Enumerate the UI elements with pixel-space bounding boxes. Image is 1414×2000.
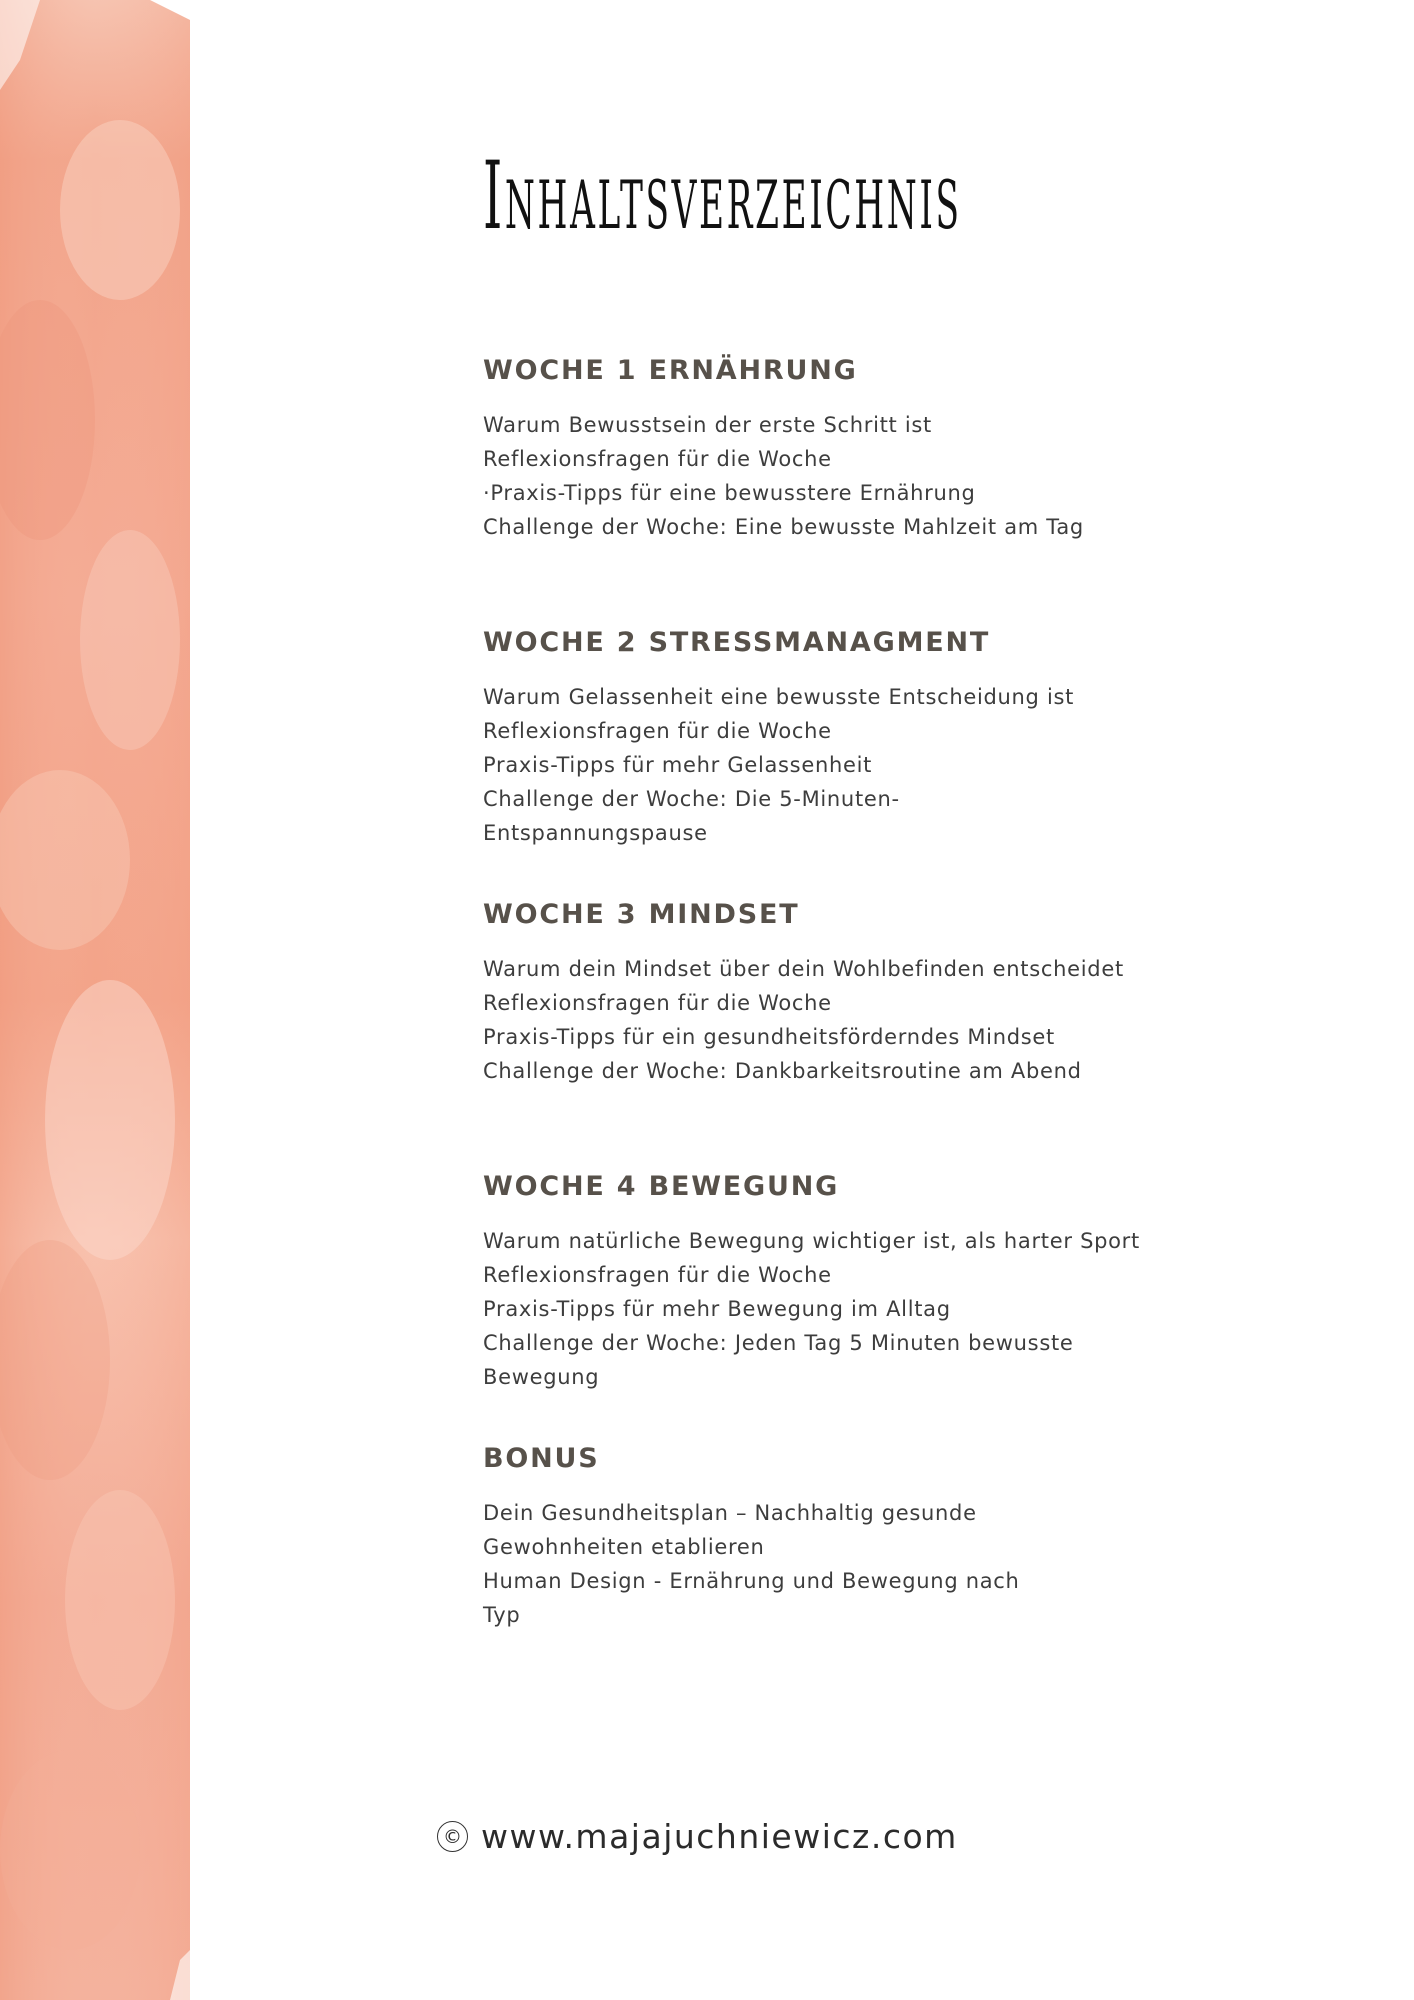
section-heading: WOCHE 3 MINDSET — [483, 899, 800, 930]
section-heading: WOCHE 1 ERNÄHRUNG — [483, 355, 858, 386]
toc-item: Human Design - Ernährung und Bewegung nach — [483, 1568, 1020, 1593]
toc-item: Warum Gelassenheit eine bewusste Entscheidung ist — [483, 684, 1075, 709]
toc-item: Entspannungspause — [483, 820, 708, 845]
toc-item: Gewohnheiten etablieren — [483, 1534, 765, 1559]
toc-section-woche-1 — [483, 356, 1363, 544]
toc-item: Warum natürliche Bewegung wichtiger ist, als harter Sport — [483, 1228, 1140, 1253]
toc-item: ·Praxis-Tipps für eine bewusstere Ernährung — [483, 480, 976, 505]
toc-section-bonus — [483, 1444, 1363, 1632]
toc-section-woche-4 — [483, 1172, 1363, 1394]
section-heading: WOCHE 4 BEWEGUNG — [483, 1171, 840, 1202]
watercolor-stripe-decoration — [0, 0, 190, 2000]
toc-item: Reflexionsfragen für die Woche — [483, 446, 832, 471]
toc-item: Dein Gesundheitsplan – Nachhaltig gesunde — [483, 1500, 977, 1525]
toc-item: Typ — [483, 1602, 521, 1627]
toc-item: Reflexionsfragen für die Woche — [483, 1262, 832, 1287]
website-link[interactable]: www.majajuchniewicz.com — [481, 1817, 958, 1856]
toc-item: Challenge der Woche: Jeden Tag 5 Minuten bewusste — [483, 1330, 1074, 1355]
page-title: Inhaltsverzeichnis — [483, 142, 962, 251]
section-heading: WOCHE 2 STRESSMANAGMENT — [483, 627, 991, 658]
toc-item: Praxis-Tipps für mehr Gelassenheit — [483, 752, 873, 777]
toc-item: Challenge der Woche: Die 5-Minuten- — [483, 786, 900, 811]
toc-item: Reflexionsfragen für die Woche — [483, 718, 832, 743]
section-item-list — [483, 408, 1363, 544]
toc-item: Challenge der Woche: Eine bewusste Mahlzeit am Tag — [483, 514, 1084, 539]
section-heading: BONUS — [483, 1443, 600, 1474]
toc-item: Bewegung — [483, 1364, 600, 1389]
toc-item: Praxis-Tipps für ein gesundheitsförderndes Mindset — [483, 1024, 1055, 1049]
toc-item: Praxis-Tipps für mehr Bewegung im Alltag — [483, 1296, 951, 1321]
section-item-list — [483, 680, 1363, 850]
toc-item: Warum Bewusstsein der erste Schritt ist — [483, 412, 932, 437]
section-item-list — [483, 1496, 1363, 1632]
toc-item: Challenge der Woche: Dankbarkeitsroutine am Abend — [483, 1058, 1082, 1083]
section-item-list — [483, 952, 1363, 1088]
footer — [437, 1817, 958, 1856]
toc-section-woche-3 — [483, 900, 1363, 1088]
toc-section-woche-2 — [483, 628, 1363, 850]
copyright-icon: © — [437, 1821, 468, 1852]
section-item-list — [483, 1224, 1363, 1394]
toc-item: Reflexionsfragen für die Woche — [483, 990, 832, 1015]
toc-item: Warum dein Mindset über dein Wohlbefinden entscheidet — [483, 956, 1124, 981]
